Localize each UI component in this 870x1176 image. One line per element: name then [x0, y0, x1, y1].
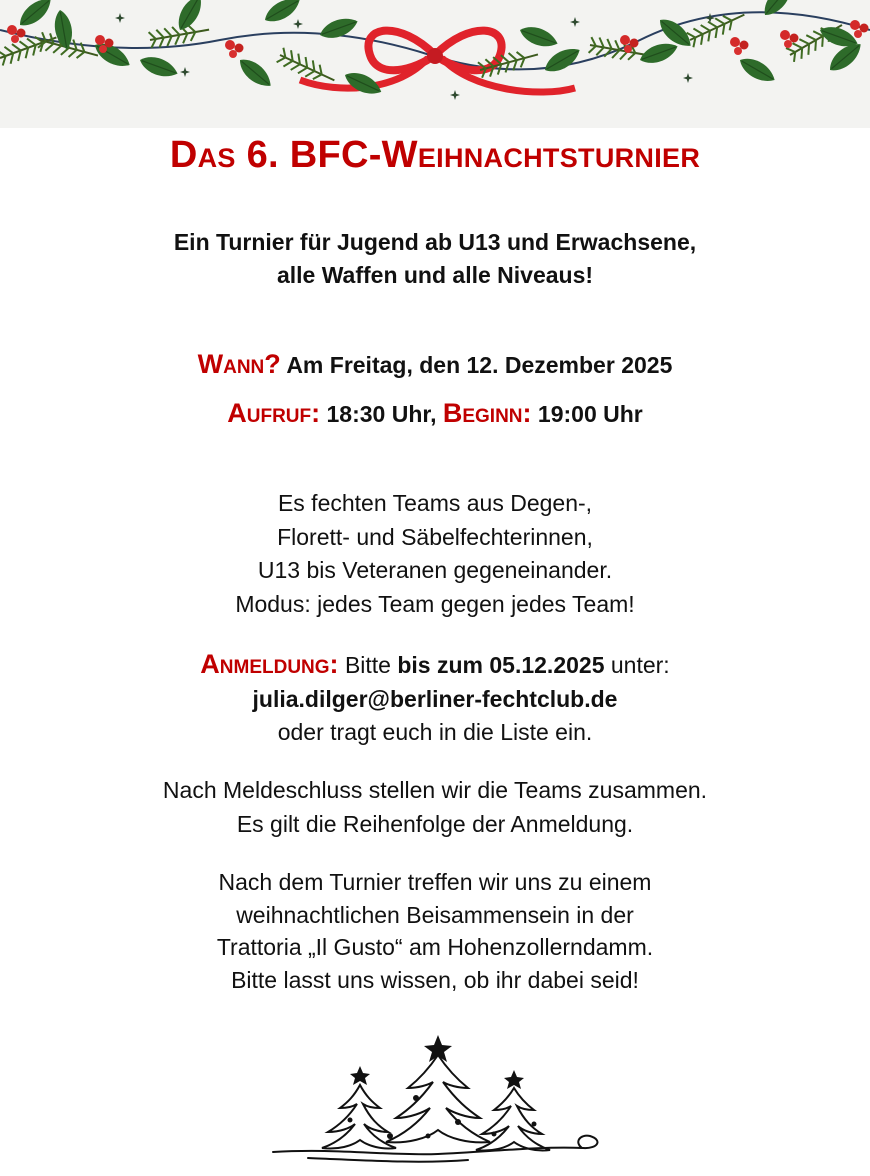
start-label: Beginn:: [442, 398, 532, 428]
page-title: Das 6. BFC-Weihnachtsturnier: [169, 134, 701, 176]
holly-garland-header: [0, 0, 870, 128]
christmas-trees-icon: [268, 1030, 608, 1170]
time-line: [0, 396, 870, 432]
intro-line-2: alle Waffen und alle Niveaus!: [276, 262, 594, 288]
call-time: 18:30 Uhr,: [326, 401, 437, 427]
date-line: [0, 347, 870, 383]
intro-line-1: Ein Turnier für Jugend ab U13 und Erwachsene,: [173, 229, 697, 255]
registration-email[interactable]: julia.dilger@berliner-fechtclub.de: [252, 685, 618, 712]
christmas-trees-footer: [268, 1030, 608, 1170]
registration-section: [0, 648, 870, 750]
deadline-line-2: Es gilt die Reihenfolge der Anmeldung.: [236, 811, 634, 837]
registration-text-after: unter:: [610, 652, 670, 678]
call-label: Aufruf:: [227, 398, 321, 428]
party-line-3: Trattoria „Il Gusto“ am Hohenzollerndamm.: [216, 934, 654, 960]
party-line-2: weihnachtlichen Beisammensein in der: [236, 901, 634, 928]
deadline-line-1: Nach Meldeschluss stellen wir die Teams zusammen.: [162, 777, 708, 803]
teams-line-1: Es fechten Teams aus Degen-,: [277, 490, 593, 516]
registration-line: [0, 648, 870, 683]
teams-line-2: Florett- und Säbelfechterinnen,: [277, 523, 593, 550]
intro-section: [0, 226, 870, 292]
party-section: [0, 866, 870, 996]
registration-text-before: Bitte: [344, 652, 391, 678]
date-text: Am Freitag, den 12. Dezember 2025: [286, 352, 673, 378]
start-time: 19:00 Uhr: [537, 401, 643, 427]
deadline-info-section: [0, 773, 870, 841]
schedule-section: [0, 347, 870, 432]
teams-line-4: Modus: jedes Team gegen jedes Team!: [235, 590, 635, 617]
party-line-1: Nach dem Turnier treffen wir uns zu einem: [218, 869, 652, 895]
registration-alternative: oder tragt euch in die Liste ein.: [277, 719, 593, 745]
registration-label: Anmeldung:: [200, 649, 339, 679]
teams-line-3: U13 bis Veteranen gegeneinander.: [257, 557, 613, 583]
registration-deadline: bis zum 05.12.2025: [397, 652, 605, 678]
holly-garland-icon: [0, 0, 870, 128]
when-label: Wann?: [197, 349, 281, 379]
teams-section: [0, 487, 870, 621]
party-line-4: Bitte lasst uns wissen, ob ihr dabei seid!: [231, 966, 639, 993]
